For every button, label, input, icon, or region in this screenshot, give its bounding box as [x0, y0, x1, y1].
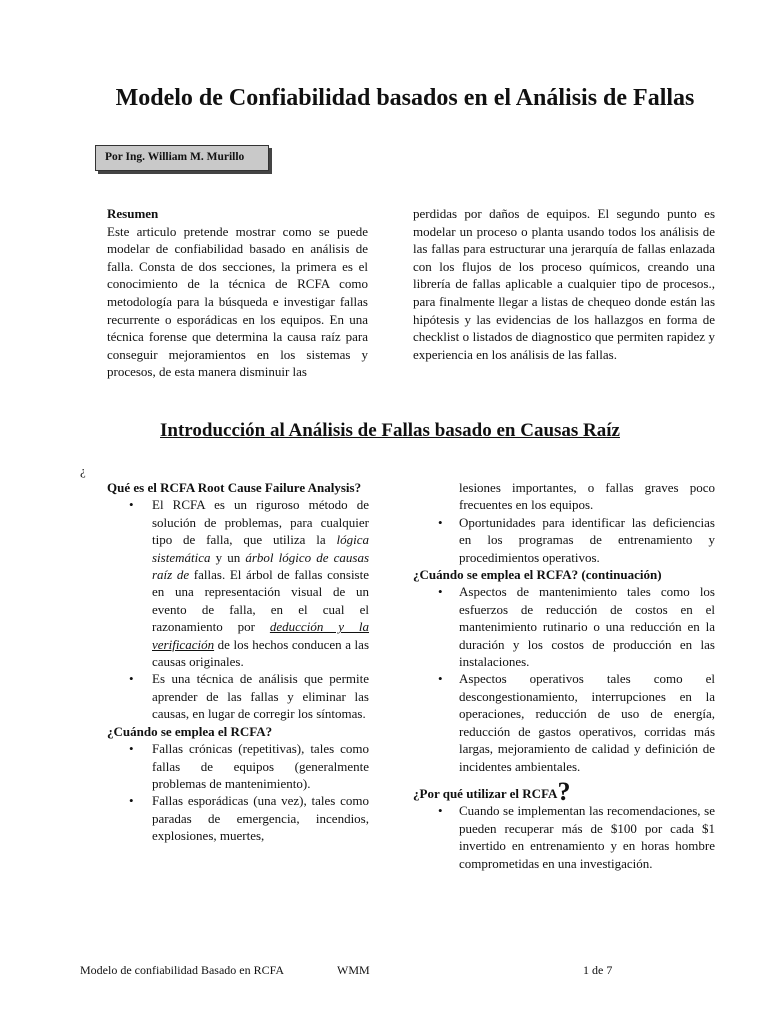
body-right-column [413, 479, 715, 872]
opportunities-list [413, 514, 715, 566]
when-used-list [107, 740, 369, 844]
list-item: • Fallas crónicas (repetitivas), tales como fallas de equipos (generalmente problemas de mantenimiento). [107, 740, 369, 792]
list-item: • Oportunidades para identificar las deficiencias en los programas de entrenamiento y procedimientos operativos. [413, 514, 715, 566]
body-left-column [107, 479, 369, 845]
footer-document-name: Modelo de confiabilidad Basado en RCFA [80, 963, 285, 977]
what-is-rcfa-list [107, 496, 369, 722]
list-item: • Fallas esporádicas (una vez), tales como paradas de emergencia, incendios, explosiones, muertes, [107, 792, 369, 844]
emphasis-text: árbol lógico de causas raíz de [152, 549, 370, 583]
author-box [95, 145, 269, 171]
section-title: Introducción al Análisis de Fallas basado en Causas Raíz [160, 420, 620, 441]
stray-question-mark: ¿ [80, 463, 86, 478]
list-item: • Cuando se implementan las recomendaciones, se pueden recuperar más de $100 por cada $1 invertido en entrenamiento y en horas hombre comprometidas en una investigación. [413, 802, 715, 872]
question-why-use-rcfa: ¿Por qué utilizar el RCFA? [413, 776, 571, 806]
abstract-right-column [413, 205, 715, 363]
list-item: • Aspectos de mantenimiento tales como los esfuerzos de reducción de costos en el mantenimiento rutinario o una reducción en la duración y los costos de producción en las instalaciones. [413, 583, 715, 670]
question-when-used-continued: ¿Cuándo se emplea el RCFA? (continuación) [413, 567, 662, 583]
why-use-list [413, 802, 715, 872]
author-name: Por Ing. William M. Murillo [105, 151, 245, 163]
list-item: • Aspectos operativos tales como el descongestionamiento, interrupciones en la operaciones, reducción de uso de energía, reducción de gastos operativos, corridas más largas, mejoramiento de calidad y definición de incidentes ambientales. [413, 670, 715, 774]
abstract-heading: Resumen [107, 206, 159, 221]
emphasis-text: lógica sistemática [152, 532, 369, 565]
when-used-continued-list [413, 583, 715, 774]
footer-author-initials: WMM [337, 963, 370, 977]
list-continuation: lesiones importantes, o fallas graves poco frecuentes en los equipos. [459, 480, 715, 513]
abstract-text-right: perdidas por daños de equipos. El segundo punto es modelar un proceso o planta usando todos los análisis de las fallas para estructurar una jerarquía de fallas enlazada con los flujos de los proceso químicos, creando una librería de fallas aplicable a cualquier tipo de procesos., para finalmente llegar a listas de chequeo donde están las hipótesis y las evidencias de los hallazgos en forma de checklist o listados de diagnostico que permiten rapidez y experiencia en los análisis de las fallas. [413, 206, 715, 362]
list-item: • El RCFA es un riguroso método de solución de problemas, para cualquier tipo de falla, que utiliza la lógica sistemática y un árbol lógico de causas raíz de fallas. El árbol de fallas consiste en una representación visual de un evento de falla, en el cual el razonamiento por deducción y la verificación de los hechos conducen a las causas originales. [107, 496, 369, 670]
large-question-mark: ? [557, 776, 571, 806]
underlined-emphasis-text: deducción y la verificación [152, 619, 369, 652]
question-what-is-rcfa: Qué es el RCFA Root Cause Failure Analysis? [107, 480, 362, 495]
abstract-left-column [107, 205, 368, 381]
question-when-used: ¿Cuándo se emplea el RCFA? [107, 723, 273, 739]
list-item: • Es una técnica de análisis que permite aprender de las fallas y eliminar las causas, en lugar de corregir los síntomas. [107, 670, 369, 722]
abstract-text-left: Este articulo pretende mostrar como se puede modelar de confiabilidad basado en análisis de falla. Consta de dos secciones, la primera es el conocimiento de la técnica de RCFA como metodología para la búsqueda e investigar fallas recurrente o esporádicas en los equipos. En una técnica forense que determina la causa raíz para conseguir mejoramientos en los sistemas y procesos, de esta manera disminuir las [107, 223, 368, 380]
document-title: Modelo de Confiabilidad basados en el Análisis de Fallas [115, 85, 695, 111]
footer-page-number: 1 de 7 [583, 963, 613, 977]
